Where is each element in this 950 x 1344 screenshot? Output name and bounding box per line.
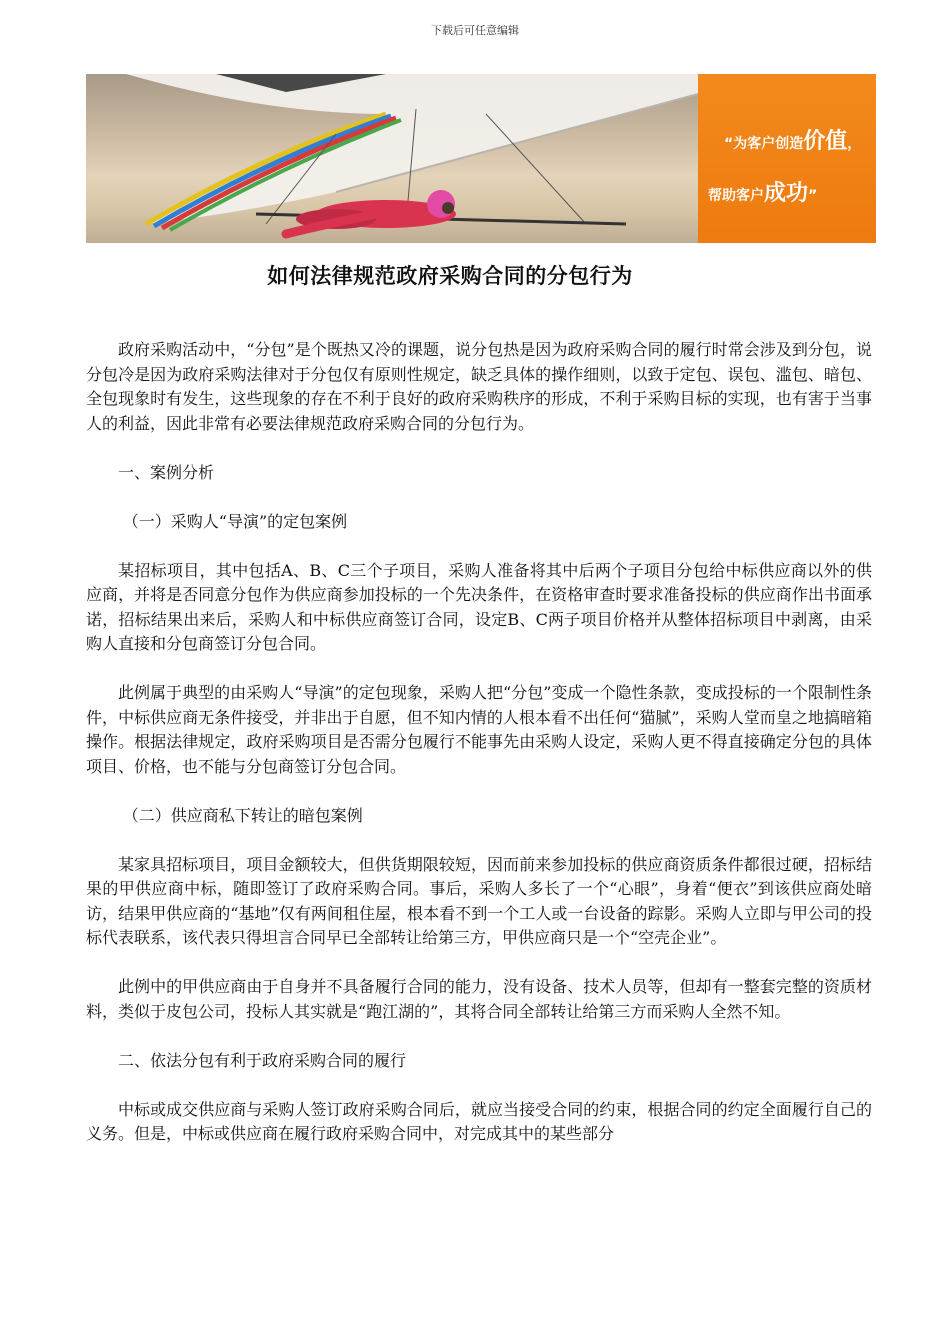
slogan-line-2-prefix: 帮助客户 <box>708 188 764 204</box>
document-body <box>86 338 872 1171</box>
document-title: 如何法律规范政府采购合同的分包行为 <box>267 264 633 288</box>
slogan-line-1-suffix: ， <box>847 136 862 152</box>
slogan-line-2 <box>708 176 817 207</box>
banner <box>86 74 876 243</box>
slogan-line-1-emphasis: 价值 <box>803 129 848 154</box>
hang-glider-illustration <box>86 74 698 243</box>
case-2-heading: （二）供应商私下转让的暗包案例 <box>122 805 363 825</box>
hang-glider-photo <box>86 74 698 243</box>
case-1-heading: （一）采购人“导演”的定包案例 <box>122 511 348 531</box>
slogan-line-1-prefix: “为客户创造 <box>724 136 804 152</box>
case-1-paragraph-1: 某招标项目，其中包括A、B、C三个子项目，采购人准备将其中后两个子项目分包给中标供应商以外的供应商，并将是否同意分包作为供应商参加投标的一个先决条件，在资格审查时要求准备投标的供应商作出书面承诺，招标结果出来后，采购人和中标供应商签订合同，设定B、C两子项目价格并从整体招标项目中剥离，由采购人直接和分包商签订分包合同。 <box>86 560 872 653</box>
intro-paragraph: 政府采购活动中，“分包”是个既热又冷的课题，说分包热是因为政府采购合同的履行时常会涉及到分包，说分包冷是因为政府采购法律对于分包仅有原则性规定，缺乏具体的操作细则，以致于定包、误包、滥包、暗包、全包现象时有发生，这些现象的存在不利于良好的政府采购秩序的形成，不利于采购目标的实现，也有害于当事人的利益，因此非常有必要法律规范政府采购合同的分包行为。 <box>86 340 872 433</box>
case-2-paragraph-2: 此例中的甲供应商由于自身并不具备履行合同的能力，没有设备、技术人员等，但却有一整套完整的资质材料，类似于皮包公司，投标人其实就是“跑江湖的”，其将合同全部转让给第三方而采购人全然不知。 <box>86 977 872 1021</box>
case-1-paragraph-2: 此例属于典型的由采购人“导演”的定包现象，采购人把“分包”变成一个隐性条款，变成投标的一个限制性条件，中标供应商无条件接受，并非出于自愿，但不知内情的人根本看不出任何“猫腻”，采购人堂而皇之地搞暗箱操作。根据法律规定，政府采购项目是否需分包履行不能事先由采购人设定，采购人更不得直接确定分包的具体项目、价格，也不能与分包商签订分包合同。 <box>86 683 872 776</box>
slogan-line-2-emphasis: 成功 <box>764 181 809 206</box>
banner-slogan-panel <box>698 74 876 243</box>
slogan-line-2-suffix: ” <box>808 188 818 204</box>
case-2-paragraph-1: 某家具招标项目，项目金额较大，但供货期限较短，因而前来参加投标的供应商资质条件都很过硬，招标结果的甲供应商中标，随即签订了政府采购合同。事后，采购人多长了一个“心眼”，身着“便衣”到该供应商处暗访，结果甲供应商的“基地”仅有两间租住屋，根本看不到一个工人或一台设备的踪影。采购人立即与甲公司的投标代表联系，该代表只得坦言合同早已全部转让给第三方，甲供应商只是一个“空壳企业”。 <box>86 854 872 947</box>
section-2-paragraph-1: 中标或成交供应商与采购人签订政府采购合同后，就应当接受合同的约束，根据合同的约定全面履行自己的义务。但是，中标或供应商在履行政府采购合同中，对完成其中的某些部分 <box>86 1099 872 1143</box>
section-2-heading: 二、依法分包有利于政府采购合同的履行 <box>118 1050 407 1070</box>
slogan-line-1 <box>724 124 861 155</box>
section-1-heading: 一、案例分析 <box>118 462 215 482</box>
page-header-note: 下载后可任意编辑 <box>431 24 519 37</box>
